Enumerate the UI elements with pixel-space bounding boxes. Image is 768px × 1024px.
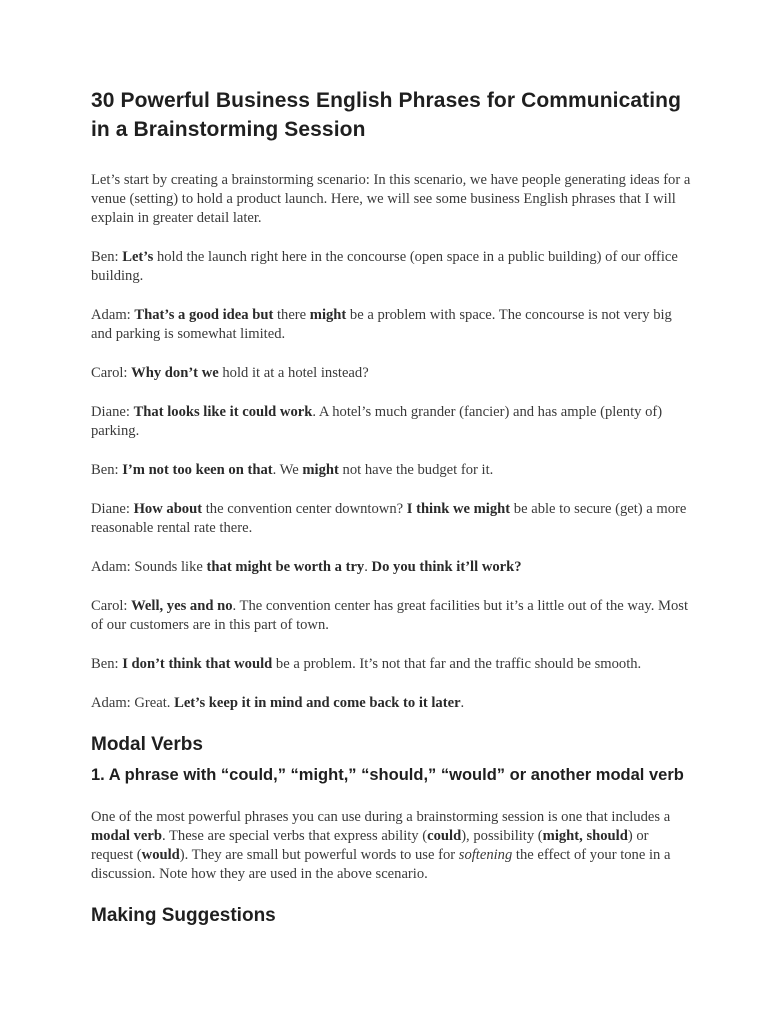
bold-phrase: Do you think it’ll work? — [371, 559, 522, 575]
section-heading-making-suggestions: Making Suggestions — [91, 905, 276, 926]
italic-phrase: softening — [458, 847, 513, 863]
bold-phrase: How about — [133, 501, 203, 517]
dialogue-line — [91, 597, 691, 635]
text-run: hold the launch right here in the concourse (open space in a public building) of our office building. — [91, 249, 678, 284]
text-run: One of the most powerful phrases you can use during a brainstorming session is one that includes a — [91, 809, 671, 825]
bold-phrase: Let’s keep it in mind and come back to it later — [174, 695, 461, 711]
dialogue-line — [91, 655, 691, 674]
text-run: ). They are small but powerful words to use for — [179, 847, 459, 863]
bold-phrase: might, should — [542, 828, 628, 844]
text-run: be a problem with space. The concourse is not very big and parking is somewhat limited. — [91, 307, 672, 342]
dialogue-line — [91, 364, 691, 383]
text-run: . A hotel’s much grander (fancier) and has ample (plenty of) parking. — [91, 404, 663, 439]
bold-phrase: That’s a good idea but — [134, 307, 274, 323]
bold-phrase: I’m not too keen on that — [122, 462, 273, 478]
speaker-name: Adam: — [91, 695, 135, 711]
text-run: ), possibility ( — [461, 828, 543, 844]
text-run: the effect of your tone in a discussion. Note how they are used in the above scenario. — [91, 847, 671, 882]
bold-phrase: modal verb — [91, 828, 162, 844]
speaker-name: Diane: — [91, 404, 134, 420]
speaker-name: Ben: — [91, 462, 123, 478]
subsection-heading-modal-phrase: 1. A phrase with “could,” “might,” “should,” “would” or another modal verb — [91, 766, 684, 784]
bold-phrase: that might be worth a try — [206, 559, 365, 575]
text-run: there — [273, 307, 310, 323]
text-run: hold it at a hotel instead? — [218, 365, 369, 381]
dialogue-line — [91, 694, 691, 713]
text-run: be a problem. It’s not that far and the traffic should be smooth. — [272, 656, 642, 672]
bold-phrase: That looks like it could work — [133, 404, 313, 420]
speaker-name: Adam: — [91, 307, 135, 323]
article — [91, 86, 691, 928]
text-run: . The convention center has great facilities but it’s a little out of the way. Most of our customers are in this part of town. — [91, 598, 689, 633]
section-heading-modal-verbs: Modal Verbs — [91, 734, 203, 755]
bold-phrase: I don’t think that would — [122, 656, 273, 672]
dialogue-line — [91, 306, 691, 344]
bold-phrase: might — [302, 462, 339, 478]
bold-phrase: Let’s — [122, 249, 154, 265]
modal-verbs-paragraph — [91, 808, 691, 884]
speaker-name: Diane: — [91, 501, 134, 517]
text-run: ) or request ( — [91, 828, 649, 863]
text-run: . These are special verbs that express ability ( — [161, 828, 428, 844]
speaker-name: Carol: — [91, 365, 132, 381]
bold-phrase: might — [309, 307, 347, 323]
dialogue-line — [91, 558, 691, 577]
speaker-name: Adam: — [91, 559, 135, 575]
bold-phrase: would — [141, 847, 180, 863]
text-run: . — [460, 695, 465, 711]
speaker-name: Ben: — [91, 656, 123, 672]
speaker-name: Carol: — [91, 598, 132, 614]
text-run: the convention center downtown? — [202, 501, 407, 517]
bold-phrase: could — [427, 828, 462, 844]
intro-paragraph: Let’s start by creating a brainstorming scenario: In this scenario, we have people generating ideas for a venue (setting) to hold a product launch. Here, we will see some business English phrases that I will explain in greater detail later. — [91, 172, 691, 226]
dialogue — [91, 248, 691, 713]
dialogue-line — [91, 403, 691, 441]
speaker-name: Ben: — [91, 249, 123, 265]
dialogue-line — [91, 461, 691, 480]
dialogue-line — [91, 248, 691, 286]
text-run: . We — [272, 462, 303, 478]
article-title: 30 Powerful Business English Phrases for Communicating in a Brainstorming Session — [91, 89, 682, 141]
bold-phrase: Why don’t we — [131, 365, 219, 381]
dialogue-line — [91, 500, 691, 538]
text-run: Sounds like — [134, 559, 207, 575]
text-run: . — [364, 559, 372, 575]
bold-phrase: Well, yes and no — [131, 598, 233, 614]
text-run: Great. — [134, 695, 175, 711]
text-run: be able to secure (get) a more reasonable rental rate there. — [91, 501, 687, 536]
bold-phrase: I think we might — [406, 501, 511, 517]
text-run: not have the budget for it. — [338, 462, 494, 478]
